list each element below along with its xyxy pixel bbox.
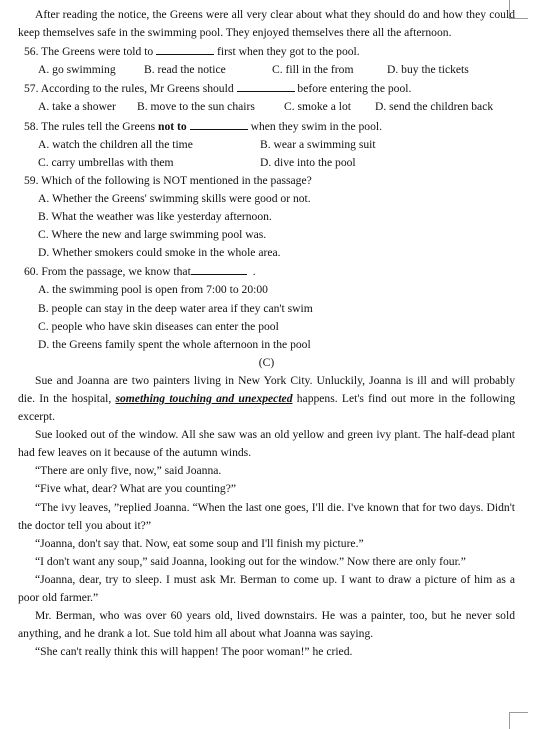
question-60: 60. From the passage, we know that . <box>18 262 515 281</box>
answer-blank <box>191 262 247 275</box>
story-paragraph: “Joanna, dear, try to sleep. I must ask Mr. Berman to come up. I want to draw a picture of him as a poor old farmer.” <box>18 572 515 604</box>
option-d: D. Whether smokers could smoke in the whole area. <box>38 246 281 260</box>
answer-blank <box>190 117 248 130</box>
answer-blank <box>237 79 295 92</box>
option-b: B. people can stay in the deep water area if they can't swim <box>38 301 313 315</box>
question-57: 57. According to the rules, Mr Greens should before entering the pool. <box>18 79 515 98</box>
option-a: A. take a shower <box>38 100 116 114</box>
option-b: B. What the weather was like yesterday afternoon. <box>38 210 272 224</box>
answer-blank <box>156 42 214 55</box>
question-58-options-row-2 <box>18 154 515 172</box>
question-59: 59. Which of the following is NOT mentioned in the passage? <box>24 173 312 187</box>
intro-paragraph: After reading the notice, the Greens were all very clear about what they should do and how they could keep themselves safe in the swimming pool. They enjoyed themselves there all the afternoon. <box>18 8 515 40</box>
option-c: C. carry umbrellas with them <box>38 155 174 169</box>
option-b: B. move to the sun chairs <box>137 100 255 114</box>
option-a: A. go swimming <box>38 63 116 77</box>
story-paragraph: Sue looked out of the window. All she saw was an old yellow and green ivy plant. The half-dead plant had few leaves on it because of the autumn winds. <box>18 428 515 460</box>
question-57-options <box>18 98 515 116</box>
option-a: A. the swimming pool is open from 7:00 to 20:00 <box>38 283 268 297</box>
story-paragraph: “Joanna, don't say that. Now, eat some soup and I'll finish my picture.” <box>35 536 364 550</box>
question-56-options <box>18 61 515 79</box>
story-paragraph: Mr. Berman, who was over 60 years old, lived downstairs. He was a painter, too, but he never sold anything, and he drank a lot. Sue told him all about what Joanna was saying. <box>18 609 515 641</box>
option-c: C. people who have skin diseases can enter the pool <box>38 319 279 333</box>
option-d: D. send the children back <box>375 100 494 114</box>
option-d: D. buy the tickets <box>387 63 469 77</box>
section-heading: (C) <box>258 355 275 369</box>
story-paragraph: “The ivy leaves, ”replied Joanna. “When the last one goes, I'll die. I've known that for two days. Didn't the doctor tell you about it?” <box>18 500 515 532</box>
question-58-options-row-1 <box>18 136 515 154</box>
document-body <box>18 6 515 661</box>
option-d: D. dive into the pool <box>260 155 356 169</box>
story-paragraph: “There are only five, now,” said Joanna. <box>35 464 222 478</box>
option-a: A. watch the children all the time <box>38 137 193 151</box>
story-paragraph: “I don't want any soup,” said Joanna, looking out for the window.” Now there are only four.” <box>35 554 466 568</box>
page-corner-mark-bottom <box>509 712 528 729</box>
emphasized-phrase: something touching and unexpected <box>115 391 293 405</box>
option-c: C. fill in the from <box>272 63 354 77</box>
story-paragraph: Sue and Joanna are two painters living in New York City. Unluckily, Joanna is ill and will probably die. In the hospital, something touching and unexpected happens. Let's find out more in the following excerpt. <box>18 373 515 424</box>
option-b: B. read the notice <box>144 63 226 77</box>
option-c: C. Where the new and large swimming pool was. <box>38 228 267 242</box>
option-a: A. Whether the Greens' swimming skills were good or not. <box>38 191 311 205</box>
option-c: C. smoke a lot <box>284 100 351 114</box>
story-paragraph: “She can't really think this will happen! The poor woman!” he cried. <box>35 645 353 659</box>
story-paragraph: “Five what, dear? What are you counting?” <box>35 482 236 496</box>
option-d: D. the Greens family spent the whole afternoon in the pool <box>38 337 311 351</box>
option-b: B. wear a swimming suit <box>260 137 376 151</box>
question-58: 58. The rules tell the Greens not to when they swim in the pool. <box>18 117 515 136</box>
question-56: 56. The Greens were told to first when they got to the pool. <box>18 42 515 61</box>
